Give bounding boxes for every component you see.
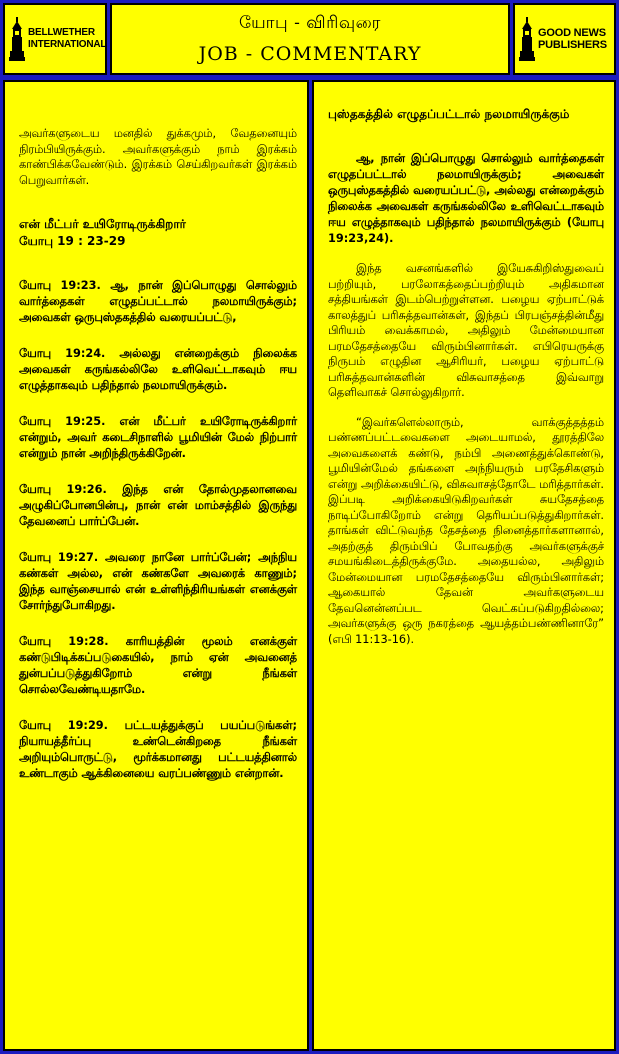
body-paragraph-1: இந்த வசனங்களில் இயேசுகிறிஸ்துவைப் பற்றியும், பரலோகத்தைப்பற்றியும் அதிகமான சத்தியங்கள் இடம்பெற்றுள்ளன. பழைய ஏற்பாட்டுக் காலத்துப் பரிசுத்தவான்கள், இந்தப் பிரபஞ்சத்தின்மீது பிரியம் வைக்காமல், அதிலும் மேன்மையான பரமதேசத்தையே விரும்பினார்கள். எபிரெயருக்கு நிருபம் எழுதின ஆசிரியர், பழைய ஏற்பாட்டு பரிசுத்தவான்களின் விசுவாசத்தை இவ்வாறு தெளிவாகச் சொல்லுகிறார். <box>328 262 604 399</box>
verse-28: யோபு 19:28. காரியத்தின் மூலம் எனக்குள் கண்டுபிடிக்கப்படுகையில், நாம் ஏன் அவனைத் துன்பப்படுத்துகிறோம் என்று நீங்கள் சொல்லவேண்டியதாமே. <box>19 635 297 696</box>
right-column <box>312 80 616 1051</box>
logo-right-line1: GOOD NEWS <box>538 27 606 39</box>
verse-23: யோபு 19:23. ஆ, நான் இப்பொழுது சொல்லும் வார்த்தைகள் எழுதப்பட்டால் நலமாயிருக்கும்; அவைகள் ஒருபுஸ்தகத்தில் வரையப்பட்டு, <box>19 279 297 324</box>
logo-right-line2: PUBLISHERS <box>538 39 607 51</box>
section-reference: யோபு 19 : 23-29 <box>19 234 126 248</box>
verse-27: யோபு 19:27. அவரை நானே பார்ப்பேன்; அந்நிய கண்கள் அல்ல, என் கண்களே அவரைக் காணும்; இந்த வாஞ்சையால் என் உள்ளிந்திரியங்கள் எனக்குள் சோர்ந்துபோகிறது. <box>19 551 297 612</box>
verse-24: யோபு 19:24. அல்லது என்றைக்கும் நிலைக்க அவைகள் கருங்கல்லிலே உளிவெட்டாகவும் ஈய எழுத்தாகவும் பதிந்தால் நலமாயிருக்கும். <box>19 347 297 392</box>
verse-29: யோபு 19:29. பட்டயத்துக்குப் பயப்படுங்கள்; நியாயத்தீர்ப்பு உண்டென்கிறதை நீங்கள் அறியும்பொருட்டு, மூர்க்கமானது பட்டயத்தினால் உண்டாகும் ஆக்கினையை வரப்பண்ணும் என்றான். <box>19 719 297 780</box>
body-paragraph-2: “இவர்களெல்லாரும், வாக்குத்தத்தம் பண்ணப்பட்டவைகளை அடையாமல், தூரத்திலே அவைகளைக் கண்டு, நம்பி அணைத்துக்கொண்டு, பூமியின்மேல் தங்களை அந்நியரும் பரதேசிகளும் என்று அறிக்கையிட்டு, விசுவாசத்தோடே மரித்தார்கள். இப்படி அறிக்கையிடுகிறவர்கள் சுயதேசத்தை நாடிப்போகிறோம் என்று தெரியப்படுத்துகிறார்கள். தாங்கள் விட்டுவந்த தேசத்தை நினைத்தார்களானால், அதற்குத் திரும்பிப் போவதற்கு அவர்களுக்குச் சமயங்கிடைத்திருக்குமே. அதையல்ல, அதிலும் மேன்மையான பரமதேசத்தையே விரும்பினார்கள்; ஆகையால் தேவன் அவர்களுடைய தேவனென்னப்பட வெட்கப்படுகிறதில்லை; அவர்களுக்கு ஒரு நகரத்தை ஆயத்தம்பண்ணினாரே” (எபி 11:13-16). <box>328 415 604 646</box>
title-tamil: யோபு - விரிவுரை <box>239 13 381 33</box>
logo-left-line2: INTERNATIONAL <box>28 39 107 50</box>
verse-26: யோபு 19:26. இந்த என் தோல்முதலானவை அழுகிப்போனபின்பு, நான் என் மாம்சத்தில் இருந்து தேவனைப் பார்ப்பேன். <box>19 483 297 528</box>
verse-25: யோபு 19:25. என் மீட்பர் உயிரோடிருக்கிறார் என்றும், அவர் கடைசிநாளில் பூமியின் மேல் நிற்பார் என்றும் நான் அறிந்திருக்கிறேன். <box>19 415 297 460</box>
left-column <box>3 80 309 1051</box>
bellwether-logo <box>3 3 107 75</box>
title-english: JOB - COMMENTARY <box>198 43 422 65</box>
good-news-logo <box>513 3 616 75</box>
section-heading: புஸ்தகத்தில் எழுதப்பட்டால் நலமாயிருக்கும் <box>328 107 570 121</box>
quote-paragraph: ஆ, நான் இப்பொழுது சொல்லும் வார்த்தைகள் எழுதப்பட்டால் நலமாயிருக்கும்; அவைகள் ஒருபுஸ்தகத்தில் வரையப்பட்டு, அல்லது என்றைக்கும் நிலைக்க அவைகள் கருங்கல்லிலே உளிவெட்டாகவும் ஈய எழுத்தாகவும் பதிந்தால் நலமாயிருக்கும் (யோபு 19:23,24). <box>328 152 604 245</box>
section-heading: என் மீட்பர் உயிரோடிருக்கிறார் <box>19 217 186 231</box>
bell-tower-icon <box>519 17 535 61</box>
logo-left-line1: BELLWETHER <box>28 27 95 38</box>
page-header <box>110 3 510 75</box>
bell-tower-icon <box>9 17 25 61</box>
intro-paragraph: அவர்களுடைய மனதில் துக்கமும், வேதனையும் நிரம்பியிருக்கும். அவர்களுக்கும் நாம் இரக்கம் காண்பிக்கவேண்டும். இரக்கம் செய்கிறவர்கள் இரக்கம் பெறுவார்கள். <box>19 127 297 187</box>
